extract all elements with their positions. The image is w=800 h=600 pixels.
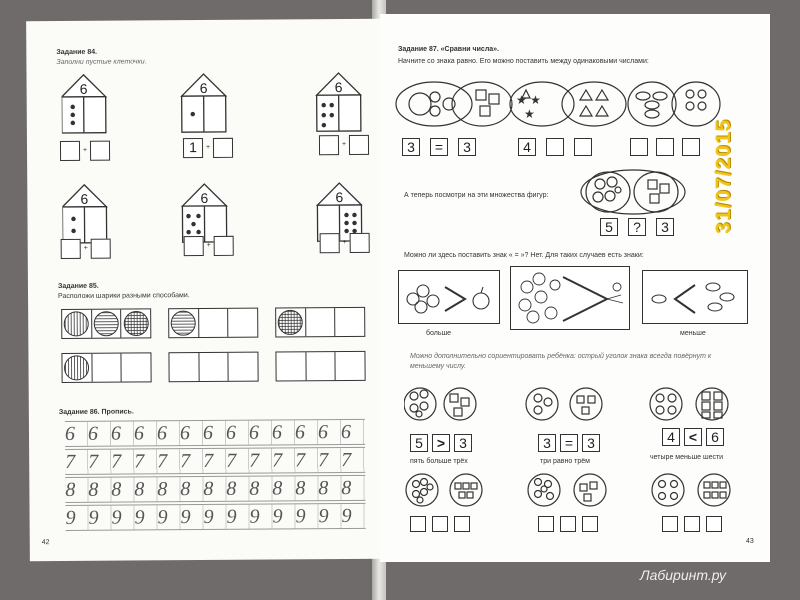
answer-box[interactable] [706, 516, 722, 532]
copy-digits-7: 7777777777777 [65, 448, 365, 473]
ex1-sign: > [432, 434, 450, 452]
house-number-4: 6 [80, 190, 89, 207]
task84-title: Задание 84. [56, 48, 98, 57]
sign-answer-box[interactable] [546, 138, 564, 156]
answer-box[interactable] [630, 138, 648, 156]
number-4-box: 4 [518, 138, 536, 156]
less-picture [642, 270, 748, 324]
answer-box[interactable] [61, 239, 81, 259]
signs-text: Можно ли здесь поставить знак « = »? Нет. Для таких случаев есть знаки: [404, 252, 644, 259]
q-right-box: 3 [656, 218, 674, 236]
sign-answer-box[interactable] [560, 516, 576, 532]
house-number-3: 6 [334, 79, 343, 96]
ex3-b: 6 [706, 428, 724, 446]
flowers-picture [510, 266, 630, 330]
house-number-6: 6 [335, 189, 344, 206]
answer-box[interactable] [91, 239, 111, 259]
house-number-1: 6 [79, 80, 88, 97]
ex2-caption: три равно трём [540, 458, 590, 465]
copy-row-7[interactable] [65, 447, 365, 475]
copy-digits-8: 8888888888888 [65, 476, 365, 501]
ex1-a: 5 [410, 434, 428, 452]
eq-right-box: 3 [458, 138, 476, 156]
house-number-5: 6 [200, 189, 209, 207]
task85-title: Задание 85. [57, 282, 99, 291]
page-number-left: 42 [41, 539, 50, 547]
answer-box[interactable] [454, 516, 470, 532]
striped-ball [61, 353, 91, 383]
hint-text: Можно дополнительно сориентировать ребёнка: острый уголок знака всегда повёрнут к меньшему числу. [410, 353, 712, 370]
equal-sets-illustration [394, 74, 724, 134]
sign-answer-box[interactable] [432, 516, 448, 532]
ex2-a: 3 [538, 434, 556, 452]
answer-box[interactable] [349, 135, 369, 155]
answer-box[interactable] [538, 516, 554, 532]
eq-sign-box: = [430, 138, 448, 156]
task87-title: Задание 87. «Сравни числа». [398, 46, 499, 53]
sign-answer-box[interactable] [656, 138, 674, 156]
answer-box[interactable] [213, 138, 233, 158]
watermark: Лабиринт.ру [640, 567, 727, 583]
eq-left-box: 3 [402, 138, 420, 156]
q-left-box: 5 [600, 218, 618, 236]
task86-title: Задание 86. Пропись. [58, 408, 134, 417]
svg-text:★ ★: ★ ★ [516, 93, 541, 107]
house-number-2: 6 [199, 79, 208, 97]
ex2-sign: = [560, 434, 578, 452]
plus-sign: + [341, 141, 347, 149]
flowers-icon [511, 267, 629, 329]
copy-digits-9: 9999999999999 [65, 504, 365, 529]
label-less: меньше [680, 330, 706, 337]
grid-ball [275, 307, 305, 337]
answer-box[interactable] [350, 233, 370, 253]
copy-digits-6: 6666666666666 [64, 420, 365, 445]
answer-box[interactable] [319, 135, 339, 155]
look-text: А теперь посмотри на эти множества фигур: [404, 192, 549, 199]
task85-instruction: Расположи шарики разными способами. [58, 292, 190, 301]
copy-row-6[interactable] [65, 419, 365, 447]
answer-box[interactable] [60, 141, 80, 161]
ex3-sign: < [684, 428, 702, 446]
striped-balls [61, 308, 151, 339]
task84-instruction: Заполни пустые клеточки. [56, 58, 147, 67]
answer-box[interactable] [320, 233, 340, 253]
left-page [26, 19, 387, 561]
ex2-b: 3 [582, 434, 600, 452]
copy-row-8[interactable] [65, 475, 365, 503]
plus-sign: + [83, 244, 88, 252]
task87-intro: Начните со знака равно. Его можно поставить между одинаковыми числами: [398, 58, 649, 65]
striped-ball [168, 308, 198, 338]
ex1-b: 3 [454, 434, 472, 452]
exercise-sets-illustration [404, 468, 754, 512]
ex1-caption: пять больше трёх [410, 458, 468, 465]
plus-sign: + [82, 146, 88, 154]
plus-sign: + [206, 241, 211, 249]
date-stamp: 31/07/2015 [712, 118, 735, 234]
answer-box[interactable] [90, 141, 110, 161]
given-number-box: 1 [183, 138, 203, 158]
answer-box[interactable] [410, 516, 426, 532]
ball-cells-6[interactable] [275, 351, 365, 382]
candies-less-icon [643, 271, 747, 323]
ball-cells-5[interactable] [168, 352, 258, 383]
ex3-a: 4 [662, 428, 680, 446]
plus-sign: + [342, 239, 347, 247]
ex3-caption: четыре меньше шести [650, 454, 724, 461]
svg-text:★: ★ [524, 107, 535, 121]
answer-box[interactable] [582, 516, 598, 532]
label-greater: больше [426, 330, 451, 337]
plus-sign: + [205, 143, 211, 151]
answer-box[interactable] [682, 138, 700, 156]
houses-illustration [61, 69, 363, 301]
answer-box[interactable] [214, 236, 234, 256]
sign-answer-box[interactable] [684, 516, 700, 532]
unequal-sets-illustration [578, 166, 688, 218]
q-sign-box: ? [628, 218, 646, 236]
copy-row-9[interactable] [65, 503, 365, 531]
answer-box[interactable] [184, 236, 204, 256]
greater-picture [398, 270, 500, 324]
comparison-sets-illustration [404, 380, 754, 428]
page-number-right: 43 [746, 538, 754, 545]
answer-box[interactable] [574, 138, 592, 156]
answer-box[interactable] [662, 516, 678, 532]
apples-greater-icon [399, 271, 499, 323]
